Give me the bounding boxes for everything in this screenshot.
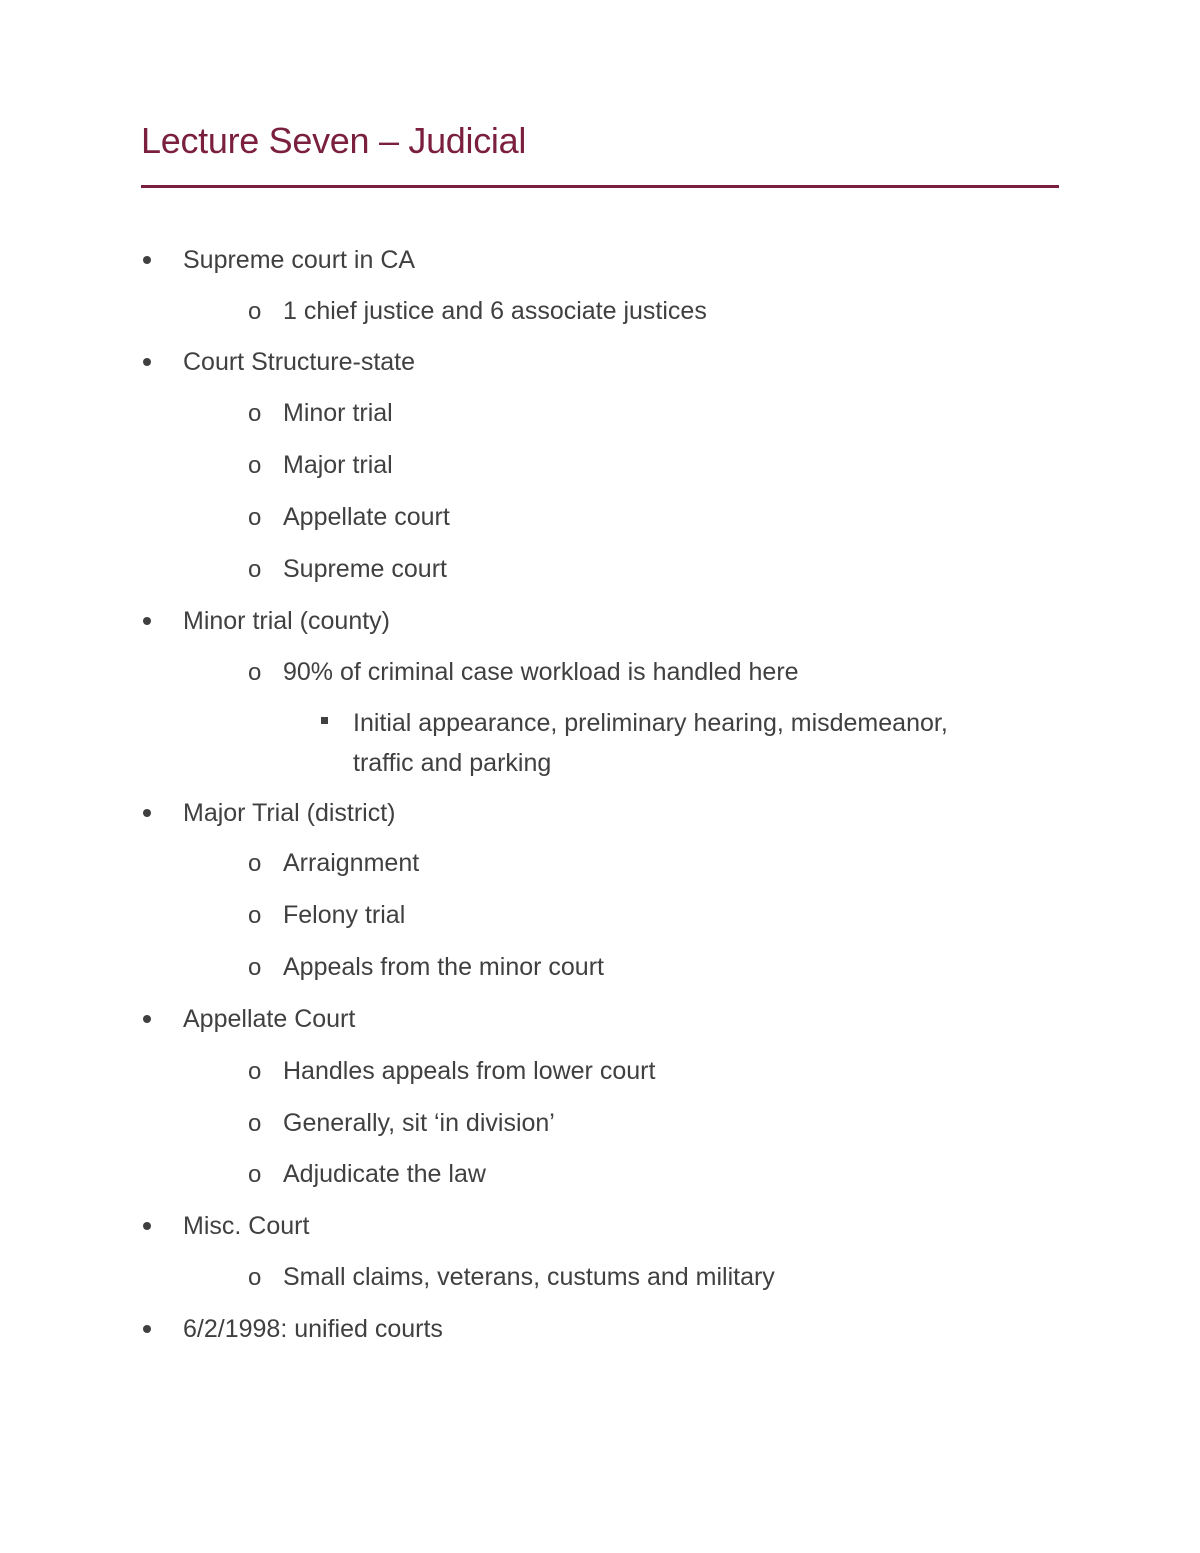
bullet-circle-icon: o <box>248 400 262 427</box>
bullet-circle-icon: o <box>248 556 262 583</box>
list-item: Appellate court <box>283 503 450 531</box>
bullet-dot-icon <box>143 617 151 625</box>
bullet-circle-icon: o <box>248 902 262 929</box>
list-item: 6/2/1998: unified courts <box>183 1315 443 1343</box>
bullet-circle-icon: o <box>248 452 262 479</box>
list-item: Adjudicate the law <box>283 1160 486 1188</box>
bullet-dot-icon <box>143 809 151 817</box>
bullet-dot-icon <box>143 1222 151 1230</box>
list-item: Major Trial (district) <box>183 799 396 827</box>
bullet-circle-icon: o <box>248 1058 262 1085</box>
list-item: Minor trial (county) <box>183 607 390 635</box>
list-item: 1 chief justice and 6 associate justices <box>283 297 707 325</box>
bullet-circle-icon: o <box>248 298 262 325</box>
list-item-continuation: traffic and parking <box>353 749 552 777</box>
list-item: Appellate Court <box>183 1005 356 1033</box>
list-item: Supreme court in CA <box>183 246 416 274</box>
bullet-circle-icon: o <box>248 1161 262 1188</box>
list-item: Appeals from the minor court <box>283 953 604 981</box>
page-title: Lecture Seven – Judicial <box>141 120 527 161</box>
bullet-dot-icon <box>143 256 151 264</box>
list-item: Felony trial <box>283 901 406 929</box>
bullet-circle-icon: o <box>248 1110 262 1137</box>
list-item: Generally, sit ‘in division’ <box>283 1109 555 1137</box>
list-item: Arraignment <box>283 849 420 877</box>
bullet-circle-icon: o <box>248 954 262 981</box>
bullet-circle-icon: o <box>248 659 262 686</box>
bullet-circle-icon: o <box>248 1264 262 1291</box>
bullet-dot-icon <box>143 1325 151 1333</box>
list-item: Minor trial <box>283 399 393 427</box>
list-item: Court Structure-state <box>183 348 416 376</box>
bullet-dot-icon <box>143 358 151 366</box>
list-item: Initial appearance, preliminary hearing, misdemeanor, <box>353 709 948 737</box>
list-item: Supreme court <box>283 555 447 583</box>
list-item: Handles appeals from lower court <box>283 1057 656 1085</box>
bullet-square-icon <box>321 717 328 724</box>
bullet-circle-icon: o <box>248 850 262 877</box>
title-divider <box>141 185 1059 188</box>
list-item: Misc. Court <box>183 1212 310 1240</box>
list-item: Small claims, veterans, custums and military <box>283 1263 775 1291</box>
list-item: Major trial <box>283 451 393 479</box>
bullet-circle-icon: o <box>248 504 262 531</box>
list-item: 90% of criminal case workload is handled here <box>283 658 799 686</box>
bullet-dot-icon <box>143 1015 151 1023</box>
